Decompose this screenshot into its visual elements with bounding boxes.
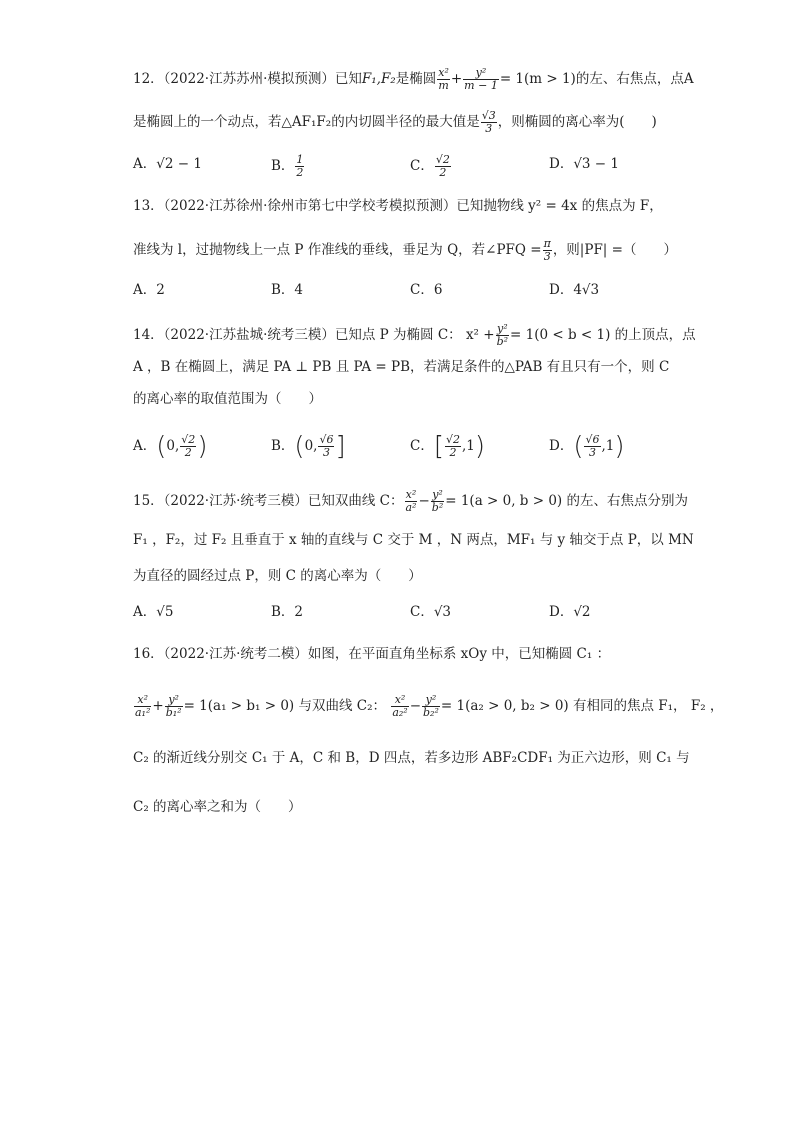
q12-option-c: C． $\frac{√2}{2}$ [410,153,450,179]
q14-option-d-frac: $\frac{√6}{3}$ [585,433,600,459]
q13-fraction: $\frac{\pi}{3}$ [543,237,551,263]
q14-option-b-frac: $\frac{√6}{3}$ [319,433,334,459]
q16-line3: C₂ 的渐近线分别交 C₁ 于 A，C 和 B，D 四点，若多边形 ABF₂CDF₁ 为正六边形，则 C₁ 与 [133,750,690,766]
q14-option-a: A．(0, $\frac{√2}{2}$ ) [133,431,208,462]
q16-line4: C₂ 的离心率之和为（ ） [133,799,302,815]
q13-option-a: A．2 [133,282,165,298]
q16-fraction-1: $\frac{\text{x²}}{\text{a₁²}}$ [135,693,151,719]
q13-line1: 13．（2022·江苏徐州·徐州市第七中学校考模拟预测）已知抛物线 y² = 4x 的焦点为 F， [133,198,663,214]
q12-stem-a: 12．（2022·江苏苏州·模拟预测）已知 [133,71,362,87]
q15-line2: F₁ ，F₂，过 F₂ 且垂直于 x 轴的直线与 C 交于 M ，N 两点，MF₁ 与 y 轴交于点 P，以 MN [133,532,694,548]
q12-option-d: D．√3 − 1 [549,156,619,172]
q12-option-c-frac: $\frac{√2}{2}$ [435,153,450,179]
q16-line2: $\frac{\text{x²}}{\text{a₁²}}$ + $\frac{\text{y²}}{\text{b₁²}}$ = 1(a₁ > b₁ > 0) 与双曲线 C₂： $\frac{\text{x²}}{\text{a₂²}}$ − $\frac{\text{y²}}{\text{b₂²}}$ = 1(a₂ > 0, b₂ > 0) 有相同的焦点 F₁， F₂ ， [135,693,724,719]
q14-line1: 14．（2022·江苏盐城·统考三模）已知点 P 为椭圆 C： x² + $\frac{\text{y²}}{\text{b²}}$ = 1(0 < b < 1) 的上顶点，点 [133,322,696,348]
q12-option-b: B． $\frac{1}{2}$ [271,153,304,179]
q15-line3: 为直径的圆经过点 P，则 C 的离心率为（ ） [133,568,422,584]
q12-option-b-frac: $\frac{1}{2}$ [296,153,304,179]
q13-option-d: D．4√3 [549,282,600,298]
q16-line1: 16．（2022·江苏·统考二模）如图，在平面直角坐标系 xOy 中，已知椭圆 C₁ ： [133,646,611,662]
q16-fraction-2: $\frac{\text{y²}}{\text{b₁²}}$ [165,693,182,719]
q14-fraction: $\frac{\text{y²}}{\text{b²}}$ [496,322,509,348]
q15-fraction-1: $\frac{\text{x²}}{\text{a²}}$ [405,488,417,514]
q14-option-d: D．( $\frac{√6}{3}$ ,1) [549,431,625,462]
q13-option-c: C．6 [410,282,443,298]
q15-option-b: B．2 [271,604,304,620]
q13-option-b: B．4 [271,282,304,298]
q13-line2: 准线为 l，过抛物线上一点 P 作准线的垂线，垂足为 Q，若∠PFQ = $\frac{\pi}{3}$ ，则|PF| =（ ） [133,237,677,263]
q15-option-d: D．√2 [549,604,591,620]
q15-option-a: A．√5 [133,604,174,620]
q16-fraction-4: $\frac{\text{y²}}{\text{b₂²}}$ [423,693,439,719]
q12-stem-c: 的左、右焦点，点A [575,71,694,87]
q14-option-b: B．(0, $\frac{√6}{3}$ ] [271,431,346,462]
q14-option-c: C．[ $\frac{√2}{2}$ ,1) [410,431,486,462]
q12-stem-b: 是椭圆 [395,71,437,87]
q12-fraction-3: $\frac{√3}{3}$ [481,109,496,135]
q14-line2: A ，B 在椭圆上，满足 PA ⊥ PB 且 PA = PB，若满足条件的△PAB 有且只有一个，则 C [133,359,670,375]
q12-line2: 是椭圆上的一个动点，若△AF₁F₂的内切圆半径的最大值是 $\frac{√3}{3}$ ，则椭圆的离心率为( ) [133,109,657,135]
q12-line1: 12．（2022·江苏苏州·模拟预测）已知F₁,F₂是椭圆 $\frac{\text{x²}}{m}$ + $\frac{\text{y²}}{m - 1}$ = 1(m > 1)的左、右焦点，点A [133,66,694,92]
q16-fraction-3: $\frac{\text{x²}}{\text{a₂²}}$ [392,693,408,719]
q14-line3: 的离心率的取值范围为（ ） [133,391,322,407]
q14-option-a-frac: $\frac{√2}{2}$ [181,433,196,459]
q15-line1: 15．（2022·江苏·统考三模）已知双曲线 C： $\frac{\text{x²}}{\text{a²}}$ − $\frac{\text{y²}}{\text{b²}}$ = 1(a > 0, b > 0) 的左、右焦点分别为 [133,488,688,514]
q12-equation: = 1(m > 1) [499,71,576,87]
q12-fraction-2: $\frac{\text{y²}}{m - 1}$ [464,66,498,92]
q12-foci: F₁,F₂ [361,71,396,87]
q14-option-c-frac: $\frac{√2}{2}$ [446,433,461,459]
q15-option-c: C．√3 [410,604,452,620]
q12-option-a: A．√2 − 1 [133,156,202,172]
q12-fraction-1: $\frac{\text{x²}}{m}$ [438,66,449,92]
q15-fraction-2: $\frac{\text{y²}}{\text{b²}}$ [431,488,444,514]
